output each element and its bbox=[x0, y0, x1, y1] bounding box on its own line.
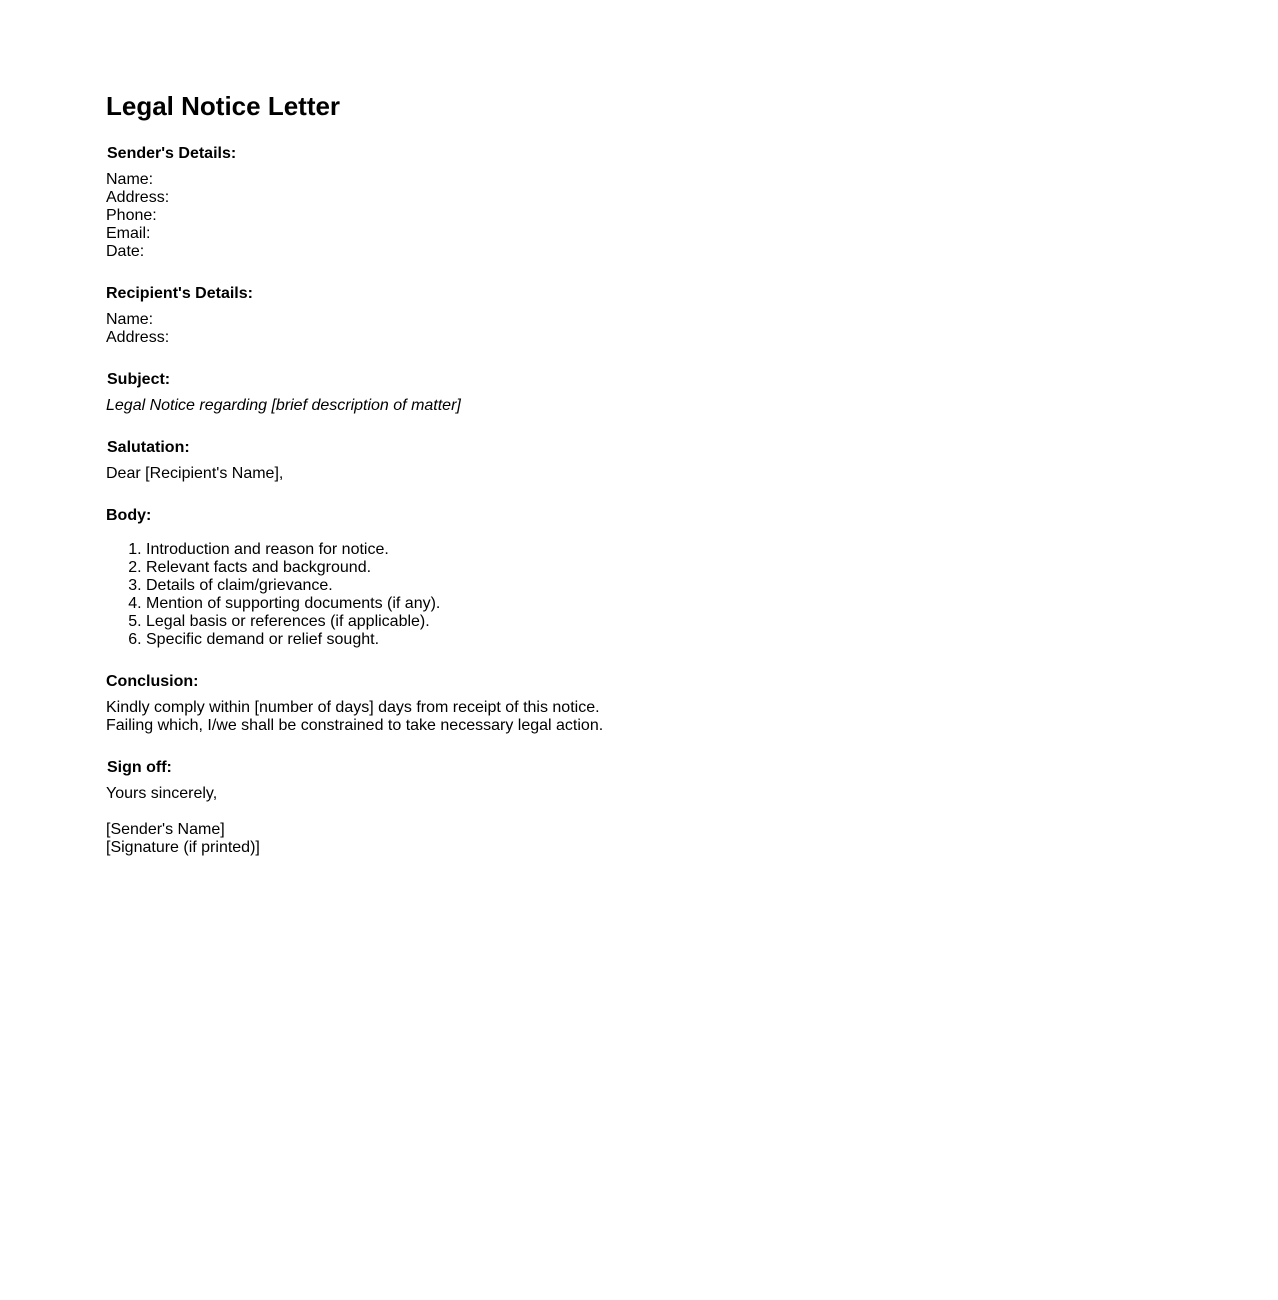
body-list bbox=[106, 541, 440, 649]
signoff-closing: Yours sincerely, bbox=[106, 785, 218, 802]
salutation-heading: Salutation: bbox=[107, 439, 190, 456]
subject-heading: Subject: bbox=[107, 371, 171, 388]
sender-email-field: Email: bbox=[106, 225, 151, 242]
signoff-sender-name: [Sender's Name] bbox=[106, 821, 225, 838]
subject-text: Legal Notice regarding [brief description of matter] bbox=[106, 397, 461, 414]
sender-phone-field: Phone: bbox=[106, 207, 157, 224]
list-item: 1. Introduction and reason for notice. bbox=[146, 541, 440, 559]
signoff-signature: [Signature (if printed)] bbox=[106, 839, 260, 856]
sender-heading: Sender's Details: bbox=[107, 145, 237, 162]
conclusion-heading: Conclusion: bbox=[106, 673, 199, 690]
conclusion-line: Kindly comply within [number of days] days from receipt of this notice. bbox=[106, 699, 600, 716]
list-item: 3. Details of claim/grievance. bbox=[146, 577, 440, 595]
recipient-fields bbox=[106, 311, 169, 347]
sender-name-field: Name: bbox=[106, 171, 154, 188]
sender-address-field: Address: bbox=[106, 189, 170, 206]
list-item: 2. Relevant facts and background. bbox=[146, 559, 440, 577]
salutation-text: Dear [Recipient's Name], bbox=[106, 465, 284, 482]
sender-date-field: Date: bbox=[106, 243, 145, 260]
conclusion-line: Failing which, I/we shall be constrained to take necessary legal action. bbox=[106, 717, 604, 734]
body-heading: Body: bbox=[106, 507, 152, 524]
recipient-address-field: Address: bbox=[106, 329, 170, 346]
conclusion-text bbox=[106, 699, 603, 735]
sender-fields bbox=[106, 171, 169, 261]
signoff-block bbox=[106, 821, 260, 857]
list-item: 5. Legal basis or references (if applicable). bbox=[146, 613, 440, 631]
recipient-name-field: Name: bbox=[106, 311, 154, 328]
list-item: 4. Mention of supporting documents (if any). bbox=[146, 595, 440, 613]
signoff-heading: Sign off: bbox=[107, 759, 172, 776]
list-item: 6. Specific demand or relief sought. bbox=[146, 631, 440, 649]
page-title: Legal Notice Letter bbox=[106, 91, 341, 121]
recipient-heading: Recipient's Details: bbox=[106, 285, 253, 302]
